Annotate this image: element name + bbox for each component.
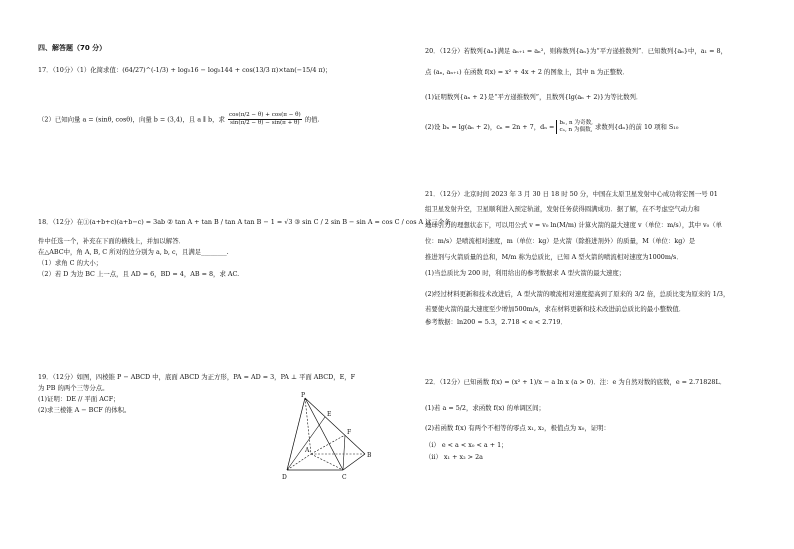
right-column (425, 0, 775, 549)
q17-expression: (64/27)^(-1/3) + log₅16 − log₅144 + cos(13/3 π)×tan(−15/4 π)； (122, 66, 332, 74)
edge-pd (287, 398, 305, 470)
q22-line1: 22．（12分）已知函数 f(x) = (x² + 1)/x − a ln x (a > 0)．注：e 为自然对数的底数，e = 2.71828L． (425, 378, 727, 386)
q22-sub2: (2)若函数 f(x) 有两个不相等的零点 x₁, x₂，极值点为 x₀，证明： (425, 424, 610, 432)
label-b: B (367, 452, 372, 459)
q17-part2-suffix: 的值. (304, 115, 320, 124)
q21-line5: 推进剂与火箭质量的总和，M/m 称为总质比，已知 A 型火箭的喷流相对速度为1000m/s． (425, 253, 683, 261)
label-f: F (347, 429, 352, 436)
q19-line1: 19．（12分）如图，四棱锥 P − ABCD 中，底面 ABCD 为正方形，PA = AD = 3，PA ⊥ 平面 ABCD，E，F (38, 373, 356, 381)
q20-line2: 点 (aₙ, aₙ₊₁) 在函数 f(x) = x² + 4x + 2 的图象上，其中 n 为正整数． (425, 68, 629, 76)
q18-sub2: （2）若 D 为边 BC 上一点，且 AD = 6，BD = 4，AB = 8，求 AC. (38, 270, 240, 278)
label-c: C (342, 474, 347, 481)
q21-line4: 位：m/s）是喷流相对速度，m（单位：kg）是火箭（除推进剂外）的质量，M（单位：kg）是 (425, 237, 696, 245)
q18-line2: 件中任选一个，补充在下面的横线上，并加以解答． (38, 237, 185, 245)
segment-ac-hidden (311, 454, 343, 470)
q18-line3: 在△ABC中，角 A, B, C 所对的边分别为 a, b, c，且满足________. (38, 248, 229, 256)
q21-sub1: (1)当总质比为 200 时，利用给出的参考数据求 A 型火箭的最大速度； (425, 269, 626, 277)
q21-line2: 组卫星发射升空，卫星顺利进入预定轨道，发射任务获得圆满成功．据了解，在不考虑空气动力和 (425, 205, 700, 213)
left-column (30, 0, 451, 549)
q17-part2-prefix: （2）已知向量 a = (sinθ, cosθ)，向量 b = (3,4)，且 a ∥ b，求 (38, 115, 225, 124)
segment-cf (343, 435, 345, 470)
q17-fraction-denominator: sin(π/2 − θ) − sin(π + θ) (230, 120, 300, 126)
edge-pc (305, 398, 343, 470)
q17-prefix: 17．（10分）（1）化简求值： (38, 66, 123, 74)
segment-de (287, 417, 325, 470)
q22-sub1: (1)若 a = 5/2，求函数 f(x) 的单调区间； (425, 404, 545, 412)
pyramid-figure (275, 390, 405, 485)
q22-part-i: （i） e < a < x₀ < a + 1； (425, 441, 508, 449)
label-a: A (305, 447, 310, 454)
edge-pa-hidden (305, 398, 311, 454)
q19-sub2: (2)求三棱锥 A − BCF 的体积。 (38, 406, 131, 414)
q21-reference: 参考数据：ln200 ≈ 5.3，2.718 < e < 2.719． (425, 318, 567, 326)
q20-piecewise (556, 120, 593, 134)
label-e: E (327, 411, 332, 418)
q20-sub2b: 求数列{dₙ}的前 10 项和 S₁₀ (594, 123, 679, 131)
q18-sub1: （1）求角 C 的大小； (38, 259, 103, 267)
q20-case-even: cₙ, n 为偶数, (559, 127, 593, 133)
q18-line1: 18．（12分）在①(a+b+c)(a+b−c) = 3ab ② (38, 218, 173, 226)
edge-cb (343, 454, 365, 470)
q18-line1b: tan A + tan B / tan A tan B − 1 = √3 ③ sin C / 2 sin B − sin A = cos C / cos A 这三个条 (174, 218, 451, 226)
q21-line1: 21．（12分）北京时间 2023 年 3 月 30 日 18 时 50 分，中国在太原卫星发射中心成功将宏图一号 01 (425, 190, 718, 198)
q21-line3: 地球引力的理想状态下，可以用公式 v = v₀ ln(M/m) 计算火箭的最大速度 v（单位：m/s），其中 v₀（单 (425, 221, 723, 229)
section-header: 四、解答题（70 分） (38, 44, 107, 52)
label-d: D (282, 474, 287, 481)
label-p: P (301, 392, 306, 399)
q20-line1: 20．（12分）若数列{aₙ}满足 aₙ₊₁ = aₙ²，则称数列{aₙ}为“平方递推数列”．已知数列{aₙ}中，a₁ = 8， (425, 47, 727, 55)
segment-af-hidden (311, 435, 345, 454)
q21-sub2a: (2)经过材料更新和技术改进后，A 型火箭的喷流相对速度提高到了原来的 3/2 倍，总质比变为原来的 1/3， (425, 290, 730, 298)
q17-fraction (228, 112, 302, 127)
q17-fraction-numerator: cos(π/2 − θ) + cos(π − θ) (228, 112, 301, 118)
edge-pb (305, 398, 365, 454)
q20-sub2a: (2)设 bₙ = lg(aₙ + 2)，cₙ = 2n + 7，dₙ = (425, 123, 555, 131)
q21-sub2b: 若要使火箭的最大速度至少增加500m/s，求在材料更新和技术改进前总质比的最小整数值． (425, 305, 686, 313)
q19-line2: 为 PB 的两个三等分点。 (38, 384, 109, 392)
q22-part-ii: （ii） x₁ + x₂ > 2a (425, 453, 483, 461)
q20-sub1: (1)证明数列{aₙ + 2}是“平方递推数列”，且数列{lg(aₙ + 2)}为等比数列． (425, 93, 643, 101)
q20-case-odd: bₙ, n 为奇数, (559, 120, 593, 126)
q19-sub1: (1)证明：DE // 平面 ACF； (38, 395, 120, 403)
